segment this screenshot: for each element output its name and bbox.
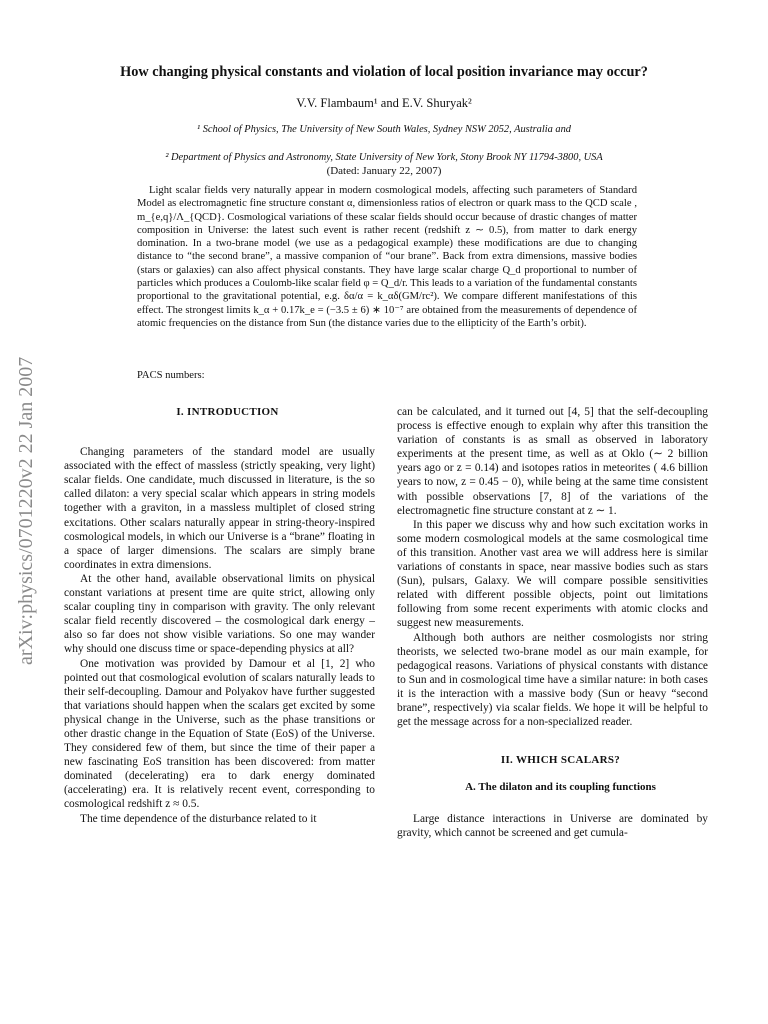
paper-title: How changing physical constants and violation of local position invariance may occur? — [120, 64, 648, 80]
paragraph: In this paper we discuss why and how such excitation works in some modern cosmological models at the same cosmological time of this transition. Another vast area we will address here is similar variations of constants in space, near massive bodies such as stars (Sun), pulsars, Galaxy. We will compare possible sensitivities related with different possible objects, point out limitations following from some recent experiments with atomic clocks and suggest new measurements. — [397, 518, 708, 630]
paragraph: Large distance interactions in Universe are dominated by gravity, which cannot be screened and get cumula- — [397, 813, 708, 840]
right-column — [397, 405, 708, 841]
paragraph: can be calculated, and it turned out [4, 5] that the self-decoupling process is effective enough to explain why after this transition the variation of constants is as small as observed in laboratory experiments at the present time, as well as at Oklo (∼ 2 billion years ago or z = 0.14) and isotopes ratios in meteorites ( 4.6 billion years to now, z = 0.45 − 0), while being at the same time consistent with possible observations [7, 8] of the variations of the electromagnetic fine structure constant at z ∼ 1. — [397, 406, 708, 517]
affiliation-2: ² Department of Physics and Astronomy, State University of New York, Stony Brook NY 11794-3800, USA — [165, 152, 603, 163]
subsection-heading-dilaton: A. The dilaton and its coupling functions — [465, 781, 656, 794]
pacs-numbers: PACS numbers: — [137, 370, 205, 381]
paragraph: Although both authors are neither cosmologists nor string theorists, we selected two-brane model as our main example, for pedagogical reasons. Variations of physical constants with distance to Sun and in cosmological time have a similar nature: in both cases it is the interaction with a massive body (Sun or heavy “second brane”, respectively) via scalar fields. We hope it will be helpful to get the message across for a non-specialized reader. — [397, 631, 708, 729]
paragraph: Changing parameters of the standard model are usually associated with the effect of massless (strictly speaking, very light) scalar fields. One candidate, much discussed in literature, is the so called dilaton: a very special scalar which appears in string models together with a graviton, in a massless multiplet of closed string excitations. Other scalars naturally appear in string-theory-inspired cosmological models, in which our Universe is a “brane” floating in a space of larger dimensions. The scalars are simply brane coordinates in extra dimensions. — [64, 446, 375, 571]
left-column — [64, 405, 375, 826]
authors: V.V. Flambaum¹ and E.V. Shuryak² — [296, 96, 472, 110]
dated-line: (Dated: January 22, 2007) — [326, 165, 442, 177]
abstract: Light scalar fields very naturally appear in modern cosmological models, affecting such parameters of Standard Model as electromagnetic fine structure constant α, dimensionless ratios of electron or quark mass to the QCD scale , m_{e,q}/Λ_{QCD}. Cosmological variations of these scalar fields should occur because of drastic changes of matter composition in Universe: the latest such event is rather recent (redshift z ∼ 0.5), from matter to dark energy domination. In a two-brane model (we use as a pedagogical example) these modifications are due to changing distance to “the second brane”, a massive companion of “our brane”. Back from extra dimensions, massive bodies (stars or galaxies) can also affect physical constants. They have large scalar charge Q_d proportional to number of particles which produces a Coulomb-like scalar field φ = Q_d/r. This leads to a variation of the fundamental constants proportional to the gravitational potential, e.g. δα/α = k_αδ(GM/rc²). We compare different manifestations of this effect. The strongest limits k_α + 0.17k_e = (−3.5 ± 6) ∗ 10⁻⁷ are obtained from the measurements of dependence of atomic frequencies on the distance from Sun (the distance varies due to the ellipticity of the Earth’s orbit). — [137, 185, 637, 329]
section-heading-which-scalars: II. WHICH SCALARS? — [500, 754, 621, 767]
section-heading-introduction: I. INTRODUCTION — [176, 406, 279, 418]
paragraph: At the other hand, available observational limits on physical constant variations at present time are quite strict, allowing only scalar coupling tiny in comparison with gravity. The only relevant scalar field recently discovered – the cosmological dark energy – also so far does not show visible variations. So one may wander why should one discuss time or space-depending physics at all? — [64, 572, 375, 656]
paragraph: One motivation was provided by Damour et al [1, 2] who pointed out that cosmological evolution of scalars naturally leads to their self-decoupling. Damour and Polyakov have further suggested that variations should happen when the scalars get excited by some physical change in the Universe, such as the phase transitions or other drastic change in the Equation of State (EoS) of the Universe. They considered few of them, but since the time of their paper a new fascinating EoS transition has been discovered: from matter dominated (decelerating) era to dark energy dominated (accelerating) era. It is relatively recent event, corresponding to cosmological redshift z ≈ 0.5. — [64, 657, 375, 811]
affiliation-1: ¹ School of Physics, The University of New South Wales, Sydney NSW 2052, Australia and — [197, 124, 571, 135]
paragraph: The time dependence of the disturbance related to it — [80, 812, 317, 825]
arxiv-identifier[interactable]: arXiv:physics/0701220v2 22 Jan 2007 — [15, 356, 37, 665]
